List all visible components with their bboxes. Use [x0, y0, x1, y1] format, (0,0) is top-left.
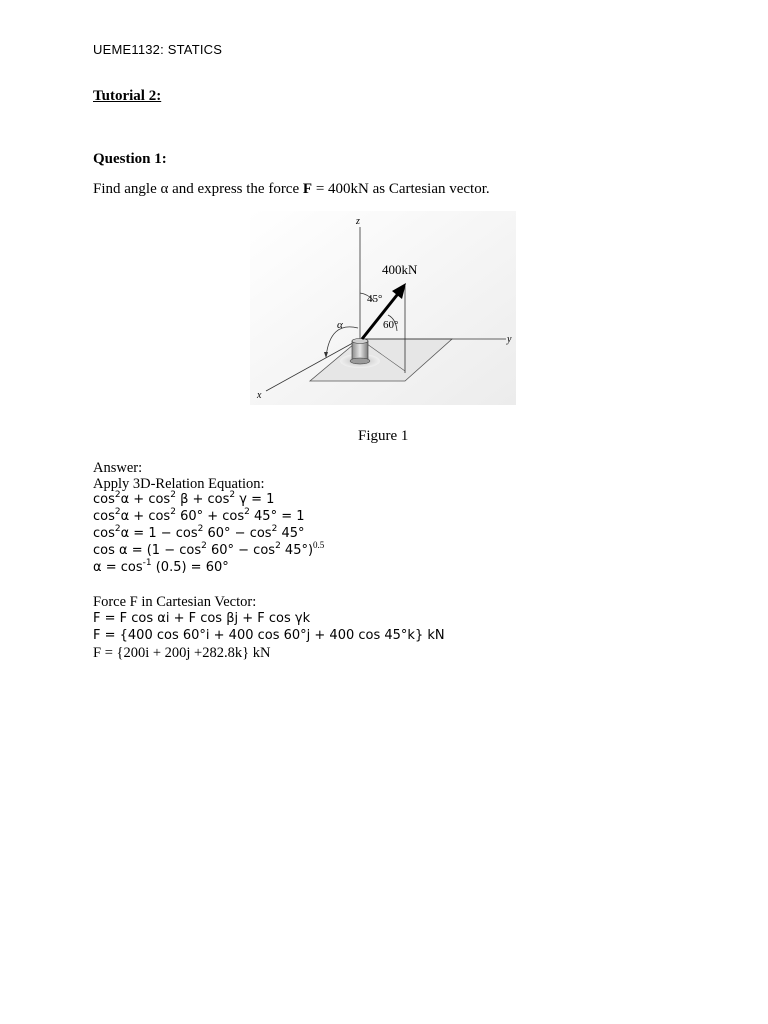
eq1-part-1: 2 — [114, 490, 121, 500]
eq4-part-5: 0.5 — [313, 540, 325, 550]
eq2-part-2: α + cos — [120, 509, 171, 524]
z-axis-label: z — [356, 216, 360, 227]
equation-line-1 — [93, 492, 274, 508]
eq2-part-5: 2 — [244, 507, 250, 517]
answer-label: Answer: — [93, 460, 143, 476]
eq3-part-2: α = 1 − cos — [120, 526, 198, 541]
eq5-part-0: α = cos — [93, 560, 143, 575]
eq4-part-3: 2 — [275, 541, 281, 551]
answer-subtitle: Apply 3D-Relation Equation: — [93, 476, 265, 492]
eq5-part-2: (0.5) = 60° — [151, 560, 229, 575]
eq3-part-6: 45° — [277, 526, 305, 541]
question-prompt — [93, 181, 490, 198]
eq1-part-2: α + cos — [120, 492, 171, 507]
eq4-part-0: cos α = (1 − cos — [93, 543, 202, 558]
eq2-part-4: 60° + cos — [175, 509, 245, 524]
eq2-part-0: cos — [93, 509, 115, 524]
cartesian-line-2: F = {400 cos 60°i + 400 cos 60°j + 400 cos 45°k} kN — [93, 628, 445, 643]
eq2-part-6: 45° = 1 — [249, 509, 305, 524]
force-diagram — [250, 211, 516, 405]
eq1-part-6: γ = 1 — [235, 492, 275, 507]
eq3-part-3: 2 — [197, 524, 204, 534]
question-label: Question 1: — [93, 151, 167, 167]
eq1-part-5: 2 — [229, 490, 236, 500]
eq1-part-0: cos — [93, 492, 115, 507]
post-base — [350, 358, 370, 364]
equation-line-3 — [93, 526, 305, 542]
course-header: UEME1132: STATICS — [93, 42, 223, 57]
eq3-part-1: 2 — [114, 524, 121, 534]
angle45-label: 45° — [367, 293, 383, 305]
cartesian-line-1: F = F cos αi + F cos βj + F cos γk — [93, 611, 311, 626]
angle60-label: 60° — [383, 319, 399, 331]
eq3-part-0: cos — [93, 526, 115, 541]
post-top — [352, 339, 368, 344]
eq1-part-4: β + cos — [175, 492, 230, 507]
force-label: 400kN — [382, 262, 418, 277]
equation-line-5 — [93, 560, 229, 576]
eq4-part-1: 2 — [201, 541, 207, 551]
figure-caption: Figure 1 — [358, 428, 409, 444]
eq3-part-4: 60° − cos — [203, 526, 272, 541]
prompt-before: Find angle α and express the force — [93, 181, 303, 197]
equation-line-4 — [93, 540, 325, 559]
cartesian-line-3: F = {200i + 200j +282.8k} kN — [93, 645, 271, 661]
eq1-part-3: 2 — [170, 490, 176, 500]
eq5-part-1: -1 — [142, 558, 152, 568]
x-axis-label: x — [257, 390, 262, 401]
eq2-part-3: 2 — [170, 507, 176, 517]
tutorial-title: Tutorial 2: — [93, 88, 162, 104]
equation-line-2 — [93, 509, 305, 525]
force-symbol: F — [302, 181, 313, 197]
prompt-after: = 400kN as Cartesian vector. — [312, 181, 490, 197]
alpha-label: α — [337, 319, 343, 331]
eq4-part-2: 60° − cos — [206, 543, 276, 558]
cartesian-title: Force F in Cartesian Vector: — [93, 594, 257, 610]
eq3-part-5: 2 — [271, 524, 278, 534]
eq4-part-4: 45°) — [280, 543, 314, 558]
y-axis-label: y — [507, 334, 512, 345]
eq2-part-1: 2 — [114, 507, 121, 517]
